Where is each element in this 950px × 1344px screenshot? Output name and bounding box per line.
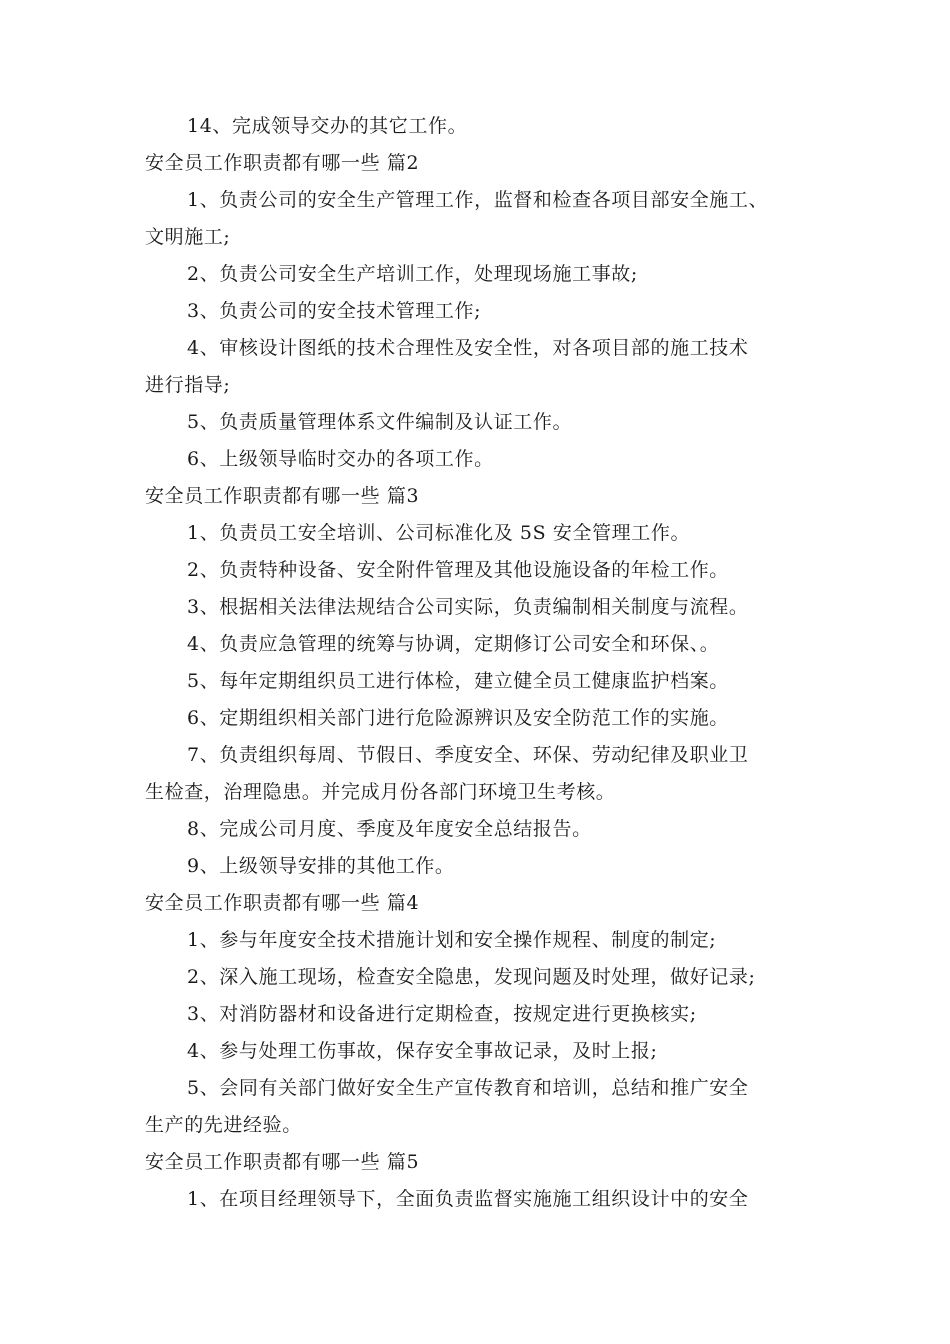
paragraph-line: 14、完成领导交办的其它工作。	[187, 115, 468, 137]
section-heading: 安全员工作职责都有哪一些 篇5	[145, 1151, 420, 1173]
paragraph-line: 1、负责员工安全培训、公司标准化及 5S 安全管理工作。	[187, 522, 691, 544]
paragraph-line: 3、对消防器材和设备进行定期检查，按规定进行更换核实;	[187, 1003, 697, 1025]
paragraph-line: 5、负责质量管理体系文件编制及认证工作。	[187, 411, 573, 433]
paragraph-line: 9、上级领导安排的其他工作。	[187, 855, 455, 877]
section-heading: 安全员工作职责都有哪一些 篇4	[145, 892, 420, 914]
paragraph-line: 8、完成公司月度、季度及年度安全总结报告。	[187, 818, 592, 840]
paragraph-continuation: 生检查，治理隐患。并完成月份各部门环境卫生考核。	[145, 781, 616, 803]
paragraph-line: 3、根据相关法律法规结合公司实际，负责编制相关制度与流程。	[187, 596, 749, 618]
paragraph-line: 4、审核设计图纸的技术合理性及安全性，对各项目部的施工技术	[187, 337, 749, 359]
paragraph-line: 5、每年定期组织员工进行体检，建立健全员工健康监护档案。	[187, 670, 729, 692]
paragraph-line: 5、会同有关部门做好安全生产宣传教育和培训，总结和推广安全	[187, 1077, 749, 1099]
paragraph-line: 2、深入施工现场，检查安全隐患，发现问题及时处理，做好记录;	[187, 966, 756, 988]
paragraph-line: 6、上级领导临时交办的各项工作。	[187, 448, 494, 470]
paragraph-line: 2、负责公司安全生产培训工作，处理现场施工事故;	[187, 263, 638, 285]
paragraph-line: 7、负责组织每周、节假日、季度安全、环保、劳动纪律及职业卫	[187, 744, 749, 766]
paragraph-line: 4、参与处理工伤事故，保存安全事故记录，及时上报;	[187, 1040, 658, 1062]
paragraph-line: 1、负责公司的安全生产管理工作，监督和检查各项目部安全施工、	[187, 189, 769, 211]
paragraph-line: 4、负责应急管理的统筹与协调，定期修订公司安全和环保、。	[187, 633, 720, 655]
paragraph-line: 1、参与年度安全技术措施计划和安全操作规程、制度的制定;	[187, 929, 717, 951]
paragraph-continuation: 文明施工;	[145, 226, 231, 248]
paragraph-line: 1、在项目经理领导下，全面负责监督实施施工组织设计中的安全	[187, 1188, 749, 1210]
paragraph-continuation: 进行指导;	[145, 374, 231, 396]
paragraph-line: 3、负责公司的安全技术管理工作;	[187, 300, 482, 322]
section-heading: 安全员工作职责都有哪一些 篇3	[145, 485, 420, 507]
paragraph-line: 6、定期组织相关部门进行危险源辨识及安全防范工作的实施。	[187, 707, 729, 729]
section-heading: 安全员工作职责都有哪一些 篇2	[145, 152, 420, 174]
paragraph-continuation: 生产的先进经验。	[145, 1114, 302, 1136]
paragraph-line: 2、负责特种设备、安全附件管理及其他设施设备的年检工作。	[187, 559, 729, 581]
